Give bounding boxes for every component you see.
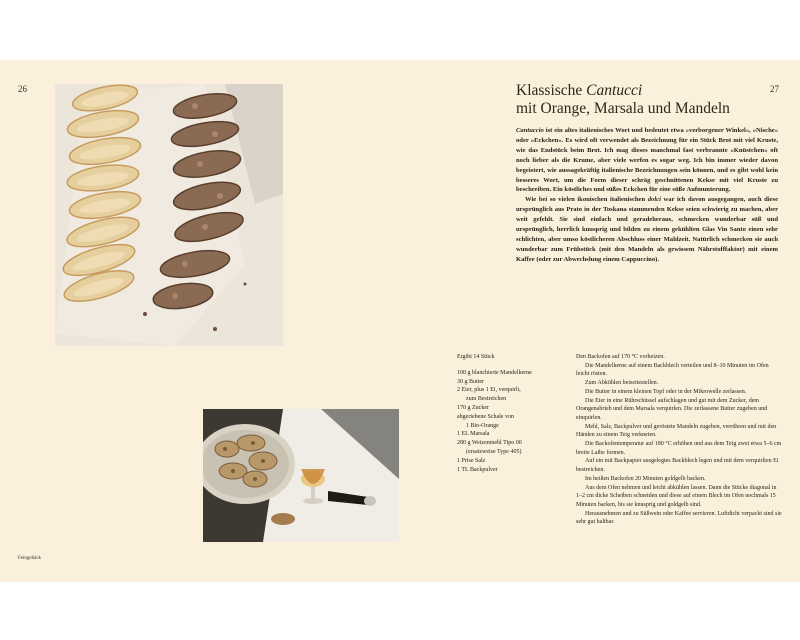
method-step: Die Mandelkerne auf einem Backblech verteilen und 8–10 Minuten im Ofen leicht rösten. [576, 362, 769, 378]
ingredient-item: 100 g blanchierte Mandelkerne [457, 369, 532, 376]
cantucci-wine-photo [203, 409, 399, 542]
ingredient-item: 1 Prise Salz [457, 457, 486, 464]
method-step: Im heißen Backofen 20 Minuten goldgelb backen. [585, 475, 706, 482]
title-part1: Klassische [516, 82, 587, 99]
method-step: Die Butter in einem kleinen Topf oder in der Mikrowelle zerlassen. [585, 388, 747, 395]
method-step: Herausnehmen und zu Süßwein oder Kaffee servieren. Luftdicht verpackt sind sie sehr gut haltbar. [576, 510, 782, 526]
intro-p1-italic: Cantuccio [516, 127, 544, 134]
ingredient-item: zum Bestreichen [466, 396, 507, 403]
ingredient-item: 30 g Butter [457, 378, 484, 385]
recipe-yield: Ergibt 14 Stück [457, 354, 495, 360]
ingredient-item: 2 Eier, plus 1 Ei, verquirlt, [457, 387, 521, 394]
title-line2: mit Orange, Marsala und Mandeln [516, 100, 730, 117]
method-step: Zum Abkühlen beiseitestellen. [585, 380, 659, 387]
left-page-number: 26 [18, 84, 27, 94]
ingredient-item: (ersatzweise Type 405) [466, 448, 522, 455]
right-page-number: 27 [770, 84, 779, 94]
intro-paragraph-1 [516, 126, 778, 195]
method-step: Die Backofentemperatur auf 180 °C erhöhen und aus dem Teig zwei etwa 5–6 cm breite Laibe formen. [576, 441, 782, 456]
ingredient-item: 1 Bio-Orange [466, 422, 499, 429]
recipe-title [516, 82, 786, 118]
ingredient-item: 280 g Weizenmehl Tipo 00 [457, 440, 522, 447]
method-step: Mehl, Salz, Backpulver und geröstete Mandeln zugeben, verrühren und mit den Händen zu einem Teig verkneten. [576, 423, 777, 439]
cantucci-slices-photo [55, 84, 283, 346]
section-footer: Feingebäck [18, 556, 42, 561]
intro-p2-b: war ich davon ausgegangen, auch diese ursprünglich aus Prato in der Toskana stammenden Kekse seien schwierig zu machen, aber weit gefehlt. Sie sind einfach und geradeheraus, schmecken wunderbar süß und ursprünglich, herrlich knusprig und bilden zu einem gekühlten Glas Vin Santo einen sehr schlichten, aber umso köstlicheren Abschluss einer Mahlzeit. Natürlich schmecken sie auch wunderbar zum Frühstück (mit den Mandeln als gewissem Nährstofffaktor) mit einem Kaffee (oder zur Abwechslung einem Cappuccino). [516, 196, 778, 263]
ingredient-item: 1 TL Backpulver [457, 466, 498, 473]
method-step: Auf ein mit Backpapier ausgelegtes Backblech legen und mit dem verquirlten Ei bestreichen. [576, 458, 779, 474]
intro-p2-a: Wie bei so vielen ikonischen italienischen [525, 196, 648, 204]
intro-paragraph-2 [516, 195, 778, 264]
method-step: Die Eier in eine Rührschüssel aufschlagen und gut mit dem Zucker, dem Orangenabrieb und dem Marsala verquirlen. Die zerlassene Butter zugeben und einquirlen. [576, 397, 768, 421]
ingredient-item: 170 g Zucker [457, 404, 489, 411]
recipe-intro [516, 126, 778, 265]
method-steps [576, 353, 782, 527]
ingredients-list [457, 353, 569, 474]
method-step: Den Backofen auf 170 °C vorheizen. [576, 354, 665, 360]
title-italic: Cantucci [586, 82, 643, 99]
method-step: Aus dem Ofen nehmen und leicht abkühlen lassen. Dann die Stücke diagonal in 1–2 cm dicke Scheiben schneiden und diese auf einem Blech im Ofen nochmals 15 Minuten backen, bis sie knusprig und goldgelb sind. [576, 484, 777, 508]
ingredient-item: 1 EL Marsala [457, 431, 490, 438]
intro-p1-text: ist ein altes italienisches Wort und bedeutet etwa »verborgener Winkel«, »Nische« oder »Eckchen«. Es wird oft verwendet als Bezeichnung für ein Stück Brot mit viel Kruste, wie das Endstück beim Brot. Ich mag dieses manchmal fast verbrannte »Knüstchen« oft noch lieber als die Krume, aber viele werfen es sogar weg. Ich bin immer wieder davon begeistert, wie aussagekräftig italienische Bezeichnungen sein können, und es gibt wohl kein besseres Wort, um die Form dieser schräg geschnittenen Kekse mit viel Kruste zu beschreiben. Ein köstliches und süßes Eckchen für eine süße Aufmunterung. [516, 127, 778, 194]
intro-p2-italic: dolci [647, 196, 661, 204]
ingredient-item: abgeriebene Schale von [457, 413, 514, 420]
